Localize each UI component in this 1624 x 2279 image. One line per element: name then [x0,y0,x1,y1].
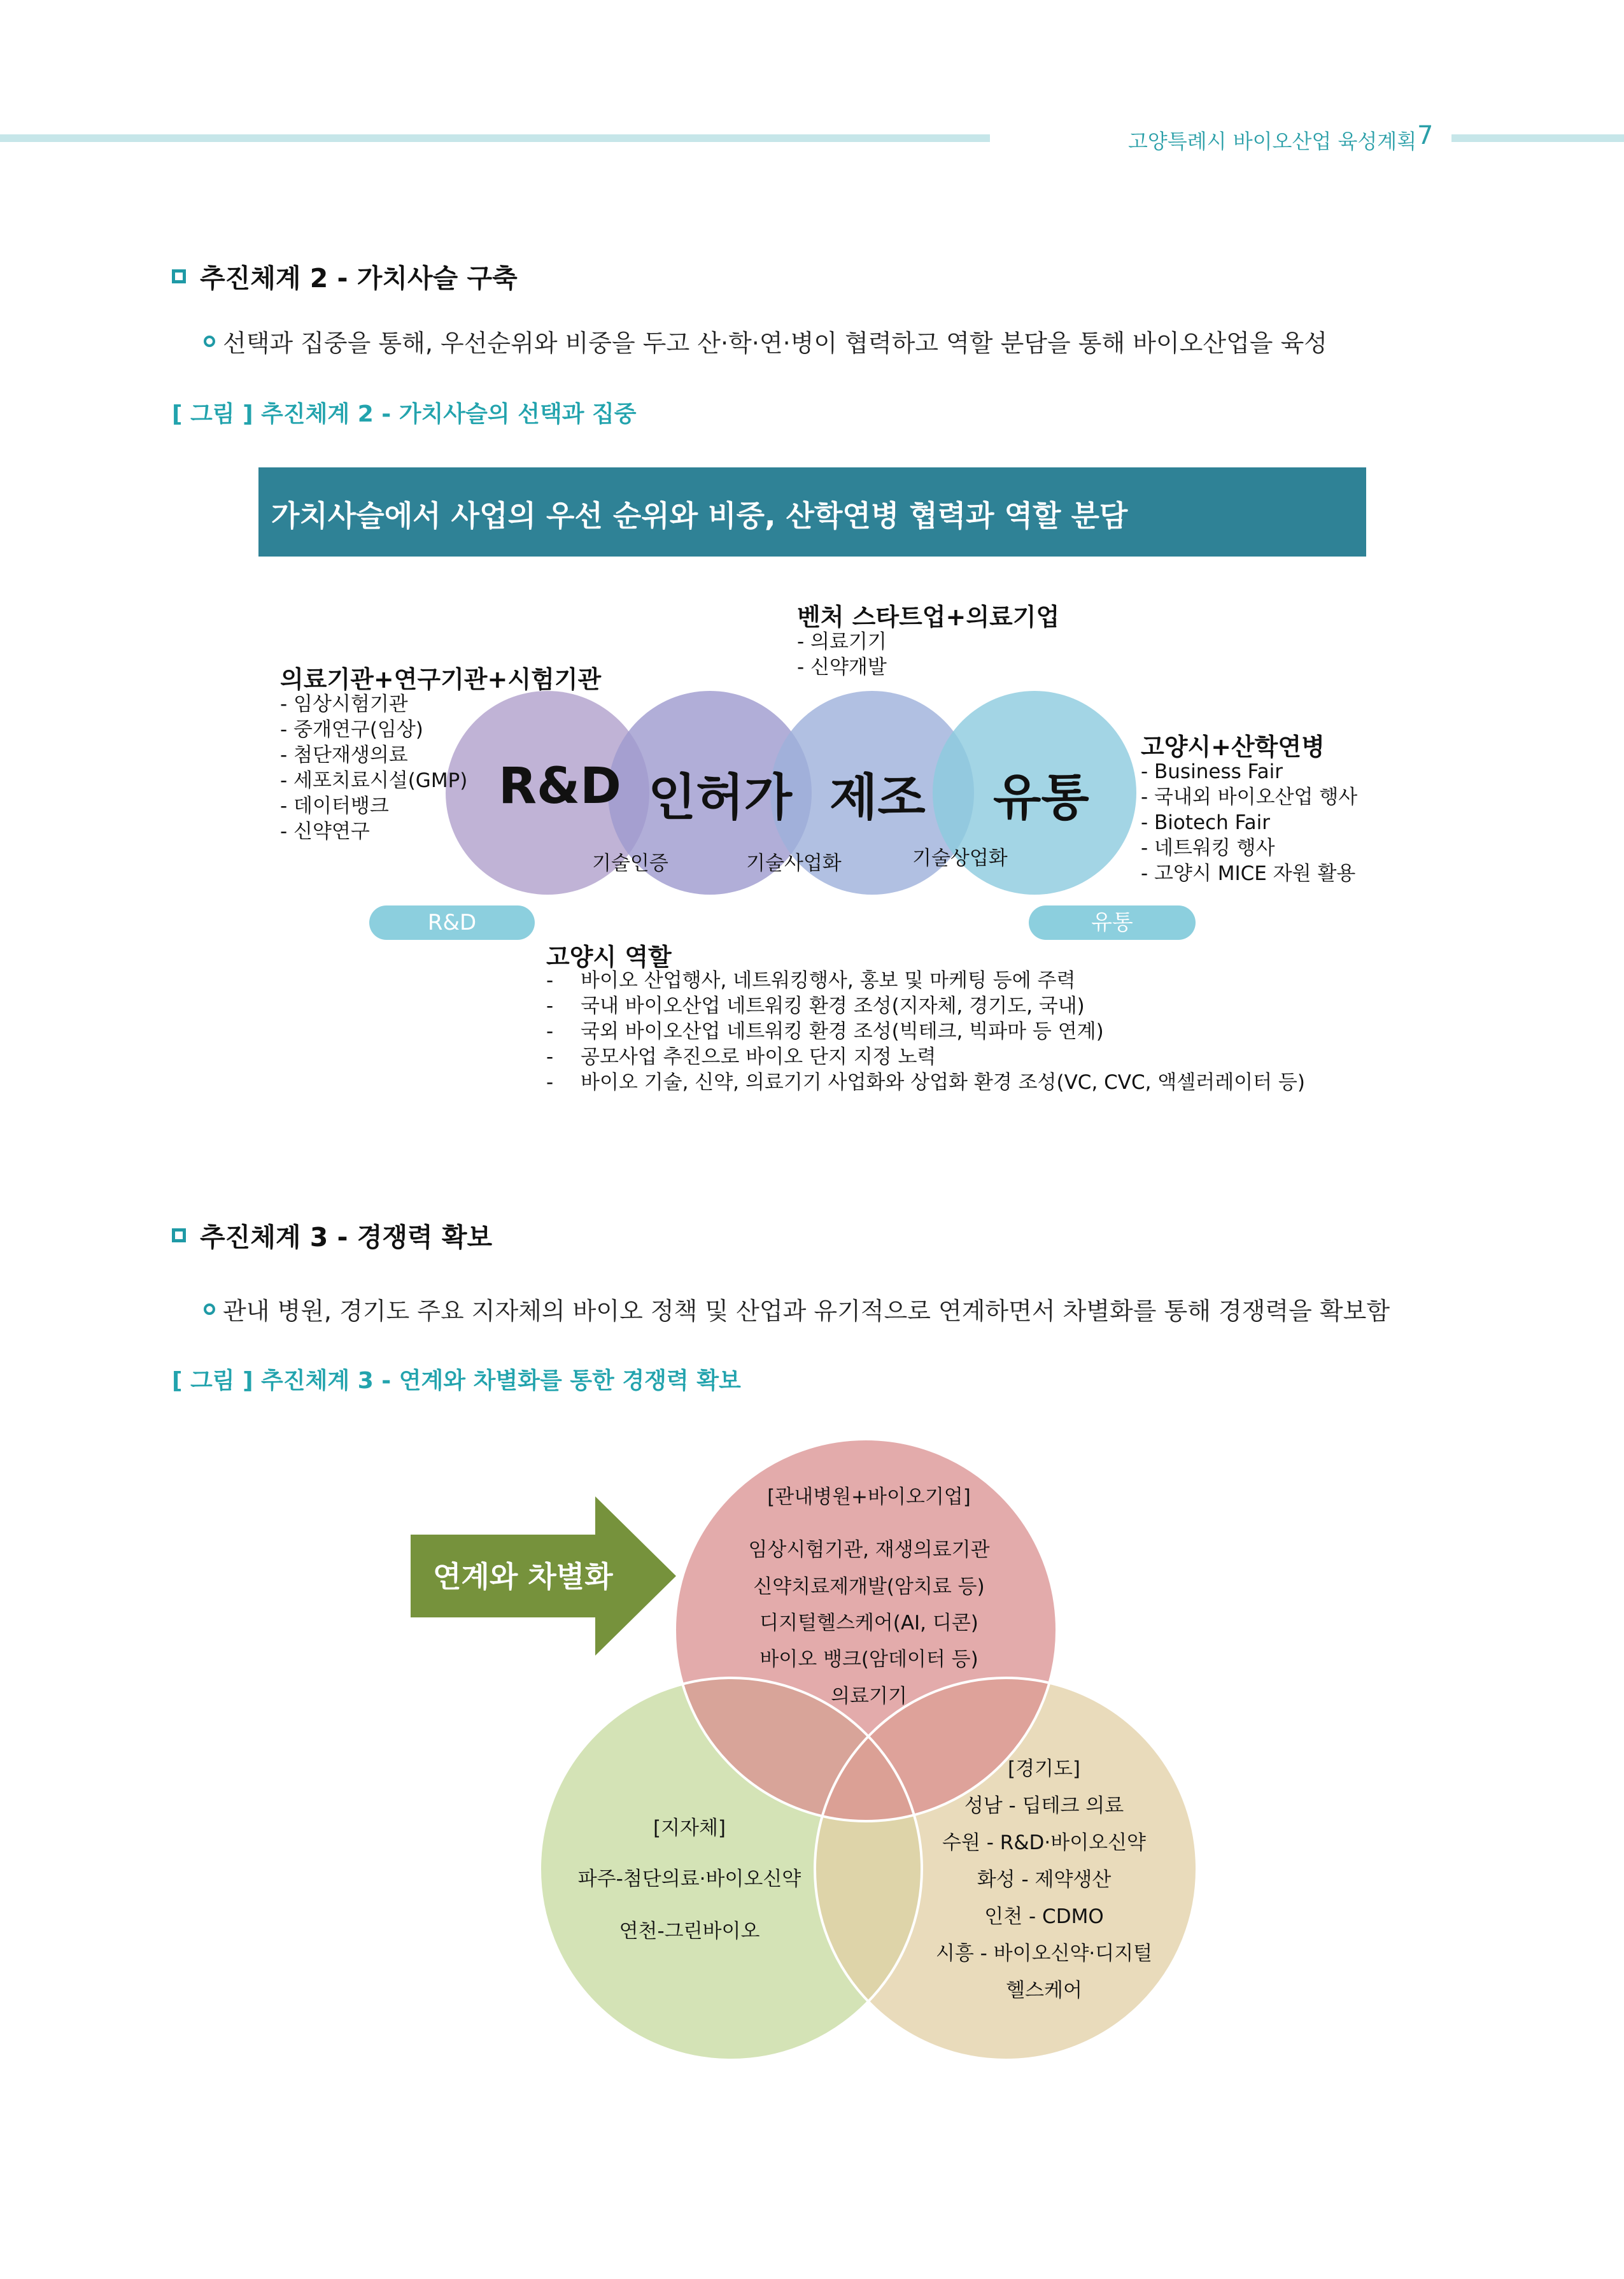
list-item: - Biotech Fair [1141,811,1270,834]
venn-left-line: 연천-그린바이오 [619,1920,760,1943]
circle-label-distribution: 유통 [993,769,1089,827]
section2-bullet-text: 선택과 집중을 통해, 우선순위와 비중을 두고 산·학·연·병이 협력하고 역할 분담을 통해 바이오산업을 육성 [223,329,1328,357]
list-item: - 임상시험기관 [280,693,408,716]
arrow-label: 연계와 차별화 [433,1559,613,1594]
list-item: - 신약연구 [280,820,370,843]
figure2-caption: [ 그림 ] 추진체계 3 - 연계와 차별화를 통한 경쟁력 확보 [172,1368,741,1394]
venn-right-line: 수원 - R&D·바이오신약 [942,1831,1146,1854]
circle-label-license: 인허가 [648,769,793,827]
list-item: - 국내 바이오산업 네트워킹 환경 조성(지자체, 경기도, 국내) [546,995,1085,1018]
venn-top-line: 디지털헬스케어(AI, 디콘) [759,1612,978,1635]
venn-top-title: [관내병원+바이오기업] [767,1486,971,1509]
venn-right-line: 화성 - 제약생산 [977,1868,1112,1891]
venn-top-line: 의료기기 [831,1685,907,1708]
pill-distribution: 유통 [1029,905,1196,940]
list-item: - 네트워킹 행사 [1141,837,1275,860]
list-item: - 의료기기 [797,630,887,653]
figure1-role-title: 고양시 역할 [546,943,672,971]
figure1-banner-text: 가치사슬에서 사업의 우선 순위와 비중, 산학연병 협력과 역할 분담 [271,499,1128,533]
header-title: 고양특례시 바이오산업 육성계획 [1128,129,1417,153]
venn-right-line: 시흥 - 바이오신약·디지털 [935,1942,1153,1965]
venn-top-line: 임상시험기관, 재생의료기관 [748,1538,990,1561]
list-item: - 바이오 산업행사, 네트워킹행사, 홍보 및 마케팅 등에 주력 [546,969,1076,992]
venn-right-title: [경기도] [1007,1757,1081,1780]
list-item: - 데이터뱅크 [280,795,389,818]
venn-left-line: 파주-첨단의료·바이오신약 [577,1868,801,1891]
venn-top-line: 신약치료제개발(암치료 등) [753,1575,985,1598]
list-item: - 첨단재생의료 [280,744,408,767]
venn-right-line: 성남 - 딥테크 의료 [964,1794,1124,1817]
overlap-label-marketing: 기술상업화 [912,847,1008,870]
figure1-top-group-title: 벤처 스타트업+의료기업 [797,603,1060,631]
venn-right-line: 인천 - CDMO [984,1905,1104,1928]
section2-heading-text: 추진체계 2 - 가치사슬 구축 [200,263,518,294]
list-item: - 바이오 기술, 신약, 의료기기 사업화와 상업화 환경 조성(VC, CVC, 액셀러레이터 등) [546,1071,1305,1094]
list-item: - Business Fair [1141,760,1283,783]
list-item: - 신약개발 [797,656,887,679]
page-number: 7 [1417,121,1434,150]
section3-heading-text: 추진체계 3 - 경쟁력 확보 [200,1222,493,1253]
figure1-right-group-title: 고양시+산학연병 [1141,733,1325,761]
venn-left-title: [지자체] [653,1817,726,1840]
figure1-caption: [ 그림 ] 추진체계 2 - 가치사슬의 선택과 집중 [172,401,637,427]
circle-label-rnd: R&D [498,758,621,815]
list-item: - 국외 바이오산업 네트워킹 환경 조성(빅테크, 빅파마 등 연계) [546,1020,1104,1043]
overlap-label-certification: 기술인증 [592,852,668,875]
list-item: - 세포치료시설(GMP) [280,769,468,792]
overlap-label-commercialization: 기술사업화 [746,852,842,875]
list-item: - 고양시 MICE 자원 활용 [1141,862,1356,885]
pill-rnd: R&D [369,905,535,940]
circle-label-manufacture: 제조 [830,769,926,827]
list-item: - 국내외 바이오산업 행사 [1141,786,1358,809]
list-item: - 중개연구(임상) [280,718,423,741]
venn-top-line: 바이오 뱅크(암데이터 등) [759,1648,978,1671]
list-item: - 공모사업 추진으로 바이오 단지 지정 노력 [546,1046,936,1069]
venn-right-line: 헬스케어 [1006,1979,1082,2002]
figure1-left-group-title: 의료기관+연구기관+시험기관 [280,665,602,693]
section3-bullet-text: 관내 병원, 경기도 주요 지자체의 바이오 정책 및 산업과 유기적으로 연계하면서 차별화를 통해 경쟁력을 확보함 [223,1297,1390,1325]
